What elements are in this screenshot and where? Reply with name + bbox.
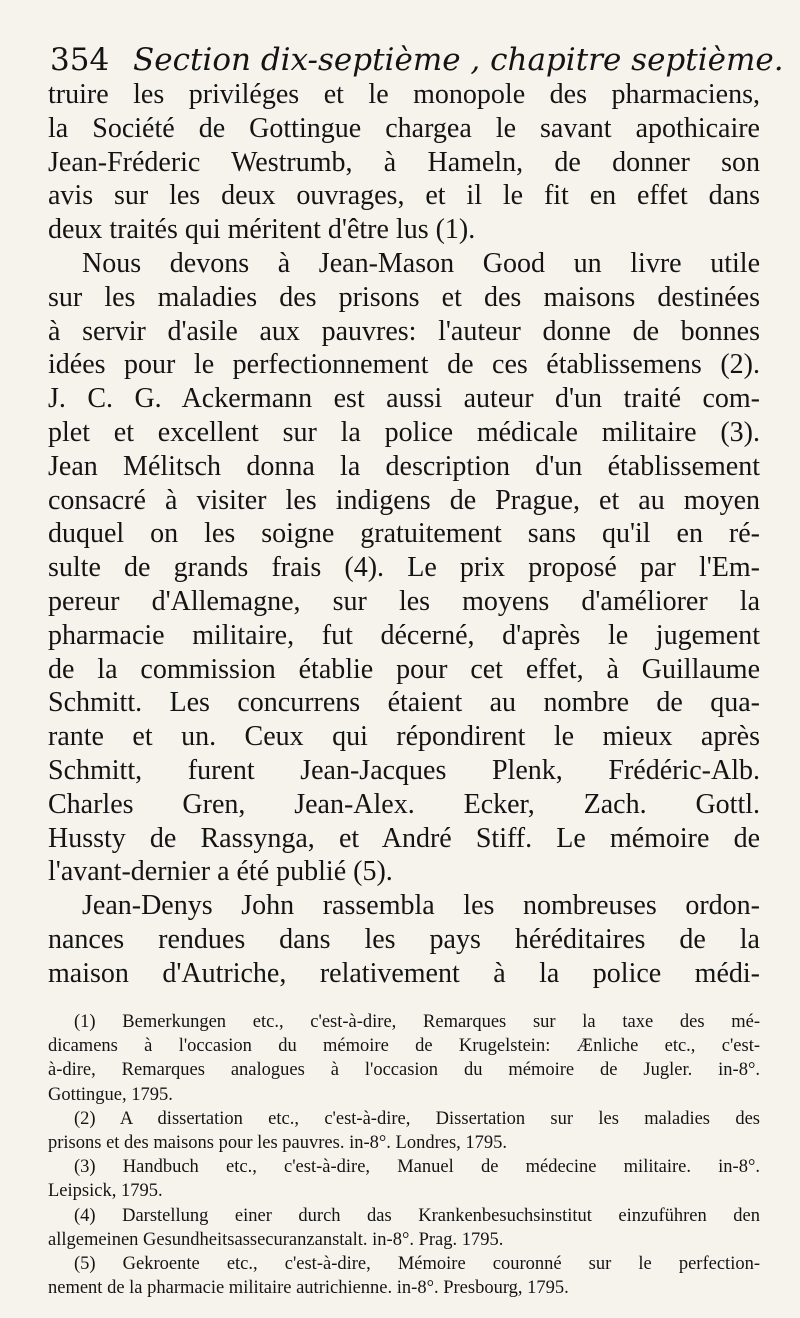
body-line: pereur d'Allemagne, sur les moyens d'améliorer la [48,585,760,617]
footnote-line: dicamens à l'occasion du mémoire de Krugelstein: Ænliche etc., c'est- [48,1036,760,1057]
body-line: rante et un. Ceux qui répondirent le mieux après [48,721,760,753]
page-number: 354 [50,42,110,78]
body-line: duquel on les soigne gratuitement sans qu'il en ré- [48,518,760,550]
running-header [50,38,784,82]
body-line: deux traités qui méritent d'être lus (1). [48,214,476,246]
body-line: sur les maladies des prisons et des maisons destinées [48,281,760,313]
footnotes [48,1010,760,1300]
footnote-line: (5) Gekroente etc., c'est-à-dire, Mémoire couronné sur le perfection- [74,1253,760,1274]
footnote-line: Gottingue, 1795. [48,1084,173,1105]
footnote-line: (4) Darstellung einer durch das Krankenbesuchsinstitut einzuführen den [74,1205,760,1226]
footnote-line: Leipsick, 1795. [48,1181,163,1202]
body-line: Schmitt, furent Jean-Jacques Plenk, Frédéric-Alb. [48,754,760,786]
body-line: sulte de grands frais (4). Le prix proposé par l'Em- [48,552,760,584]
body-line: à servir d'asile aux pauvres: l'auteur donne de bonnes [48,315,760,347]
body-line: l'avant-dernier a été publié (5). [48,856,393,888]
body-line: de la commission établie pour cet effet, à Guillaume [48,653,760,685]
body-line: Jean-Denys John rassembla les nombreuses ordon- [82,890,760,922]
body-line: maison d'Autriche, relativement à la police médi- [48,957,760,989]
body-line: plet et excellent sur la police médicale militaire (3). [48,416,760,448]
body-line: pharmacie militaire, fut décerné, d'après le jugement [48,619,760,651]
body-line: nances rendues dans les pays héréditaires de la [48,923,760,955]
footnote-line: (2) A dissertation etc., c'est-à-dire, Dissertation sur les maladies des [74,1108,760,1129]
running-title: Section dix-septième , chapitre septième. [133,42,784,78]
body-line: avis sur les deux ouvrages, et il le fit en effet dans [48,180,760,212]
body-line: la Société de Gottingue chargea le savant apothicaire [48,112,760,144]
body-line: Hussty de Rassynga, et André Stiff. Le mémoire de [48,822,760,854]
footnote-line: à-dire, Remarques analogues à l'occasion du mémoire de Jugler. in-8°. [48,1060,760,1081]
footnote-line: nement de la pharmacie militaire autrichienne. in-8°. Presbourg, 1795. [48,1278,569,1299]
body-line: truire les priviléges et le monopole des pharmaciens, [48,79,760,110]
body-text [48,78,760,991]
footnote-line: allgemeinen Gesundheitsassecuranzanstalt. in-8°. Prag. 1795. [48,1229,504,1250]
body-line: J. C. G. Ackermann est aussi auteur d'un traité com- [48,383,760,415]
body-line: Nous devons à Jean-Mason Good un livre utile [82,247,760,279]
body-line: Jean-Fréderic Westrumb, à Hameln, de donner son [48,146,760,178]
footnote-line: prisons et des maisons pour les pauvres. in-8°. Londres, 1795. [48,1132,508,1153]
body-line: Charles Gren, Jean-Alex. Ecker, Zach. Gottl. [48,788,760,820]
body-line: Schmitt. Les concurrens étaient au nombre de qua- [48,687,760,719]
body-line: idées pour le perfectionnement de ces établissemens (2). [48,349,760,381]
footnote-line: (3) Handbuch etc., c'est-à-dire, Manuel de médecine militaire. in-8°. [74,1157,760,1178]
body-line: Jean Mélitsch donna la description d'un établissement [48,450,760,482]
footnote-line: (1) Bemerkungen etc., c'est-à-dire, Remarques sur la taxe des mé- [74,1012,760,1032]
body-line: consacré à visiter les indigens de Prague, et au moyen [48,484,760,516]
